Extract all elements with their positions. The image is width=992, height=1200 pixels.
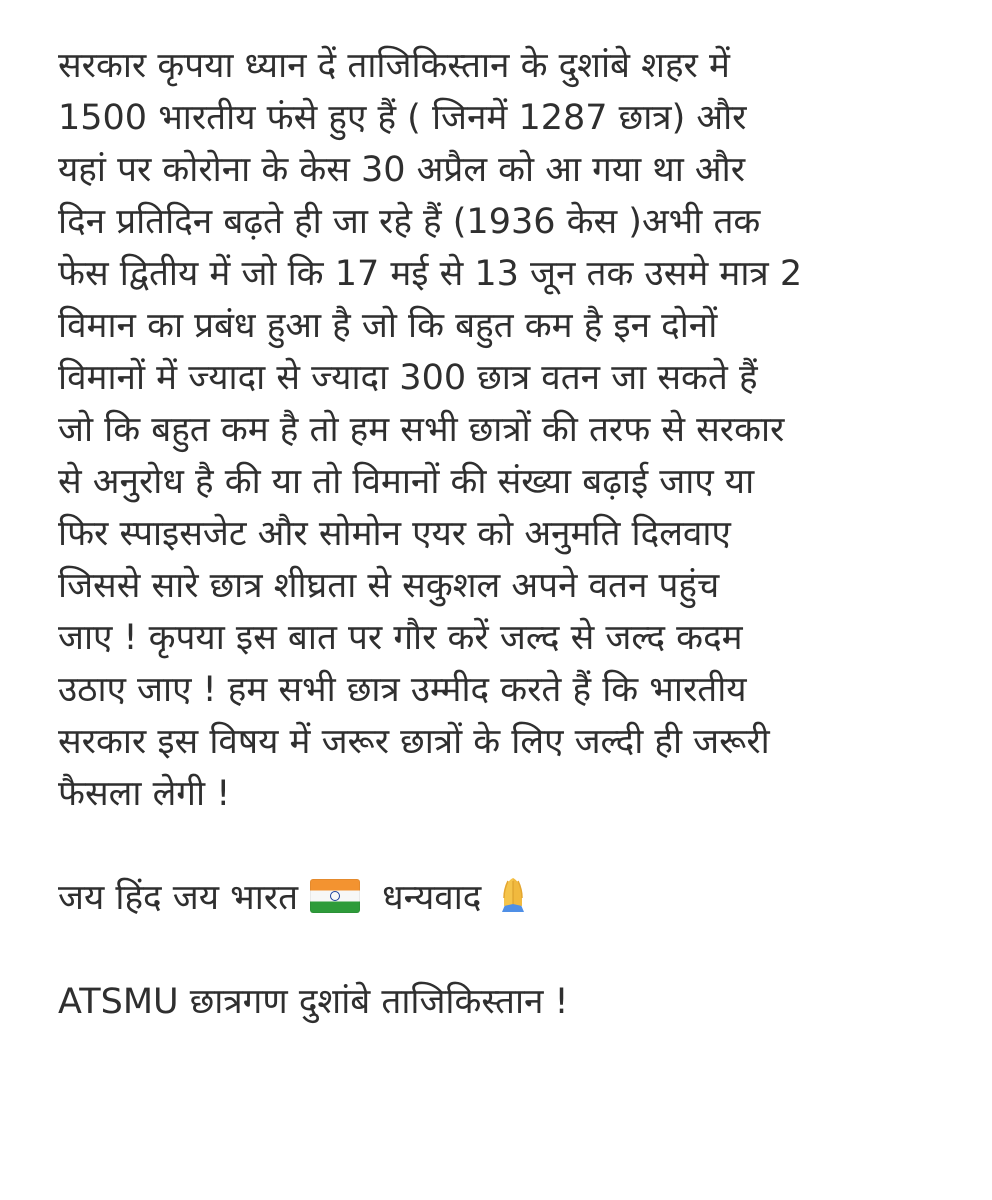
- message-line: फिर स्पाइसजेट और सोमोन एयर को अनुमति दिलवाए: [58, 514, 731, 554]
- message-line: जाए ! कृपया इस बात पर गौर करें जल्द से जल्द कदम: [58, 618, 743, 658]
- message-line: विमानों में ज्यादा से ज्यादा 300 छात्र वतन जा सकते हैं: [58, 358, 758, 398]
- message-line: जो कि बहुत कम है तो हम सभी छात्रों की तरफ से सरकार: [58, 410, 785, 450]
- message-line: 1500 भारतीय फंसे हुए हैं ( जिनमें 1287 छात्र) और: [58, 98, 747, 138]
- signature-line: ATSMU छात्रगण दुशांबे ताजिकिस्तान !: [58, 982, 569, 1022]
- message-line: यहां पर कोरोना के केस 30 अप्रैल को आ गया था और: [58, 150, 746, 190]
- slogan-text: जय हिंद जय भारत: [58, 878, 299, 918]
- post-body: [58, 40, 958, 1028]
- message-line: सरकार कृपया ध्यान दें ताजिकिस्तान के दुशांबे शहर में: [58, 46, 730, 86]
- folded-hands-icon: [489, 873, 537, 917]
- message-line: फैसला लेगी !: [58, 774, 231, 814]
- paragraph-gap: [58, 924, 958, 976]
- message-line: फेस द्वितीय में जो कि 17 मई से 13 जून तक उसमे मात्र 2: [58, 254, 803, 294]
- closing-line: [58, 872, 958, 924]
- thanks-text: धन्यवाद: [382, 878, 482, 918]
- message-line: सरकार इस विषय में जरूर छात्रों के लिए जल्दी ही जरूरी: [58, 722, 770, 762]
- message-line: उठाए जाए ! हम सभी छात्र उम्मीद करते हैं कि भारतीय: [58, 670, 747, 710]
- message-line: विमान का प्रबंध हुआ है जो कि बहुत कम है इन दोनों: [58, 306, 718, 346]
- india-flag-icon: [310, 879, 360, 913]
- message-line: दिन प्रतिदिन बढ़ते ही जा रहे हैं (1936 केस )अभी तक: [58, 202, 761, 242]
- message-line: जिससे सारे छात्र शीघ्रता से सकुशल अपने वतन पहुंच: [58, 566, 720, 606]
- paragraph-gap: [58, 820, 958, 872]
- message-line: से अनुरोध है की या तो विमानों की संख्या बढ़ाई जाए या: [58, 462, 755, 502]
